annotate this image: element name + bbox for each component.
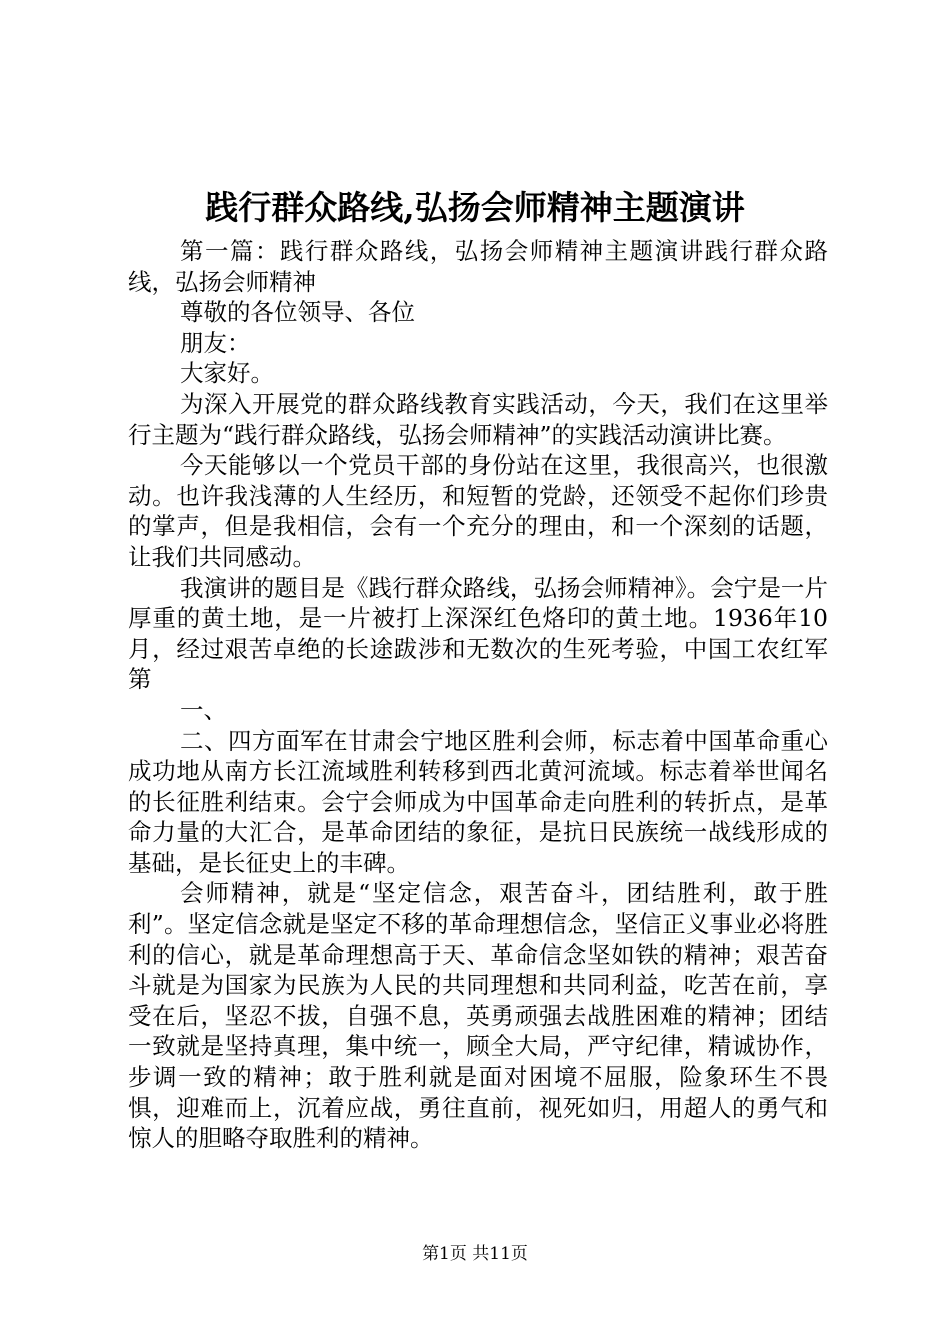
paragraph-feeling: 今天能够以一个党员干部的身份站在这里，我很高兴，也很激动。也许我浅薄的人生经历，和短暂的党龄，还领受不起你们珍贵的掌声，但是我相信，会有一个充分的理由，和一个深刻的话题，让我们共同感动。: [128, 451, 828, 571]
paragraph-purpose: 为深入开展党的群众路线教育实践活动，今天，我们在这里举行主题为“践行群众路线，弘扬会师精神”的实践活动演讲比赛。: [128, 389, 828, 449]
page-number-footer: 第1页 共11页: [422, 1244, 528, 1264]
paragraph-greeting: 大家好。: [180, 359, 274, 388]
paragraph-salutation: 尊敬的各位领导、各位: [180, 298, 415, 327]
paragraph-fragment: 一、: [180, 695, 227, 724]
paragraph-topic: 我演讲的题目是《践行群众路线，弘扬会师精神》。会宁是一片厚重的黄土地，是一片被打上深深红色烙印的黄土地。1936年10月，经过艰苦卓绝的长途跋涉和无数次的生死考验，中国工农红军第: [128, 573, 828, 694]
document-body: [128, 236, 828, 1154]
paragraph-reunion: 二、四方面军在甘肃会宁地区胜利会师，标志着中国革命重心成功地从南方长江流域胜利转移到西北黄河流域。标志着举世闻名的长征胜利结束。会宁会师成为中国革命走向胜利的转折点，是革命力量的大汇合，是革命团结的象征，是抗日民族统一战线形成的基础，是长征史上的丰碑。: [128, 726, 828, 877]
document-title: 践行群众路线,弘扬会师精神主题演讲: [205, 188, 745, 227]
paragraph-intro-heading: 第一篇：践行群众路线，弘扬会师精神主题演讲践行群众路线，弘扬会师精神: [128, 237, 828, 296]
paragraph-spirit: 会师精神，就是“坚定信念，艰苦奋斗，团结胜利，敢于胜利”。坚定信念就是坚定不移的革命理想信念，坚信正义事业必将胜利的信心，就是革命理想高于天、革命信念坚如铁的精神；艰苦奋斗就是为国家为民族为人民的共同理想和共同利益，吃苦在前，享受在后，坚忍不拔，自强不息，英勇顽强去战胜困难的精神；团结一致就是坚持真理，集中统一，顾全大局，严守纪律，精诚协作，步调一致的精神；敢于胜利就是面对困境不屈服，险象环生不畏惧，迎难而上，沉着应战，勇往直前，视死如归，用超人的勇气和惊人的胆略夺取胜利的精神。: [128, 879, 828, 1153]
paragraph-salutation-friends: 朋友：: [180, 328, 251, 357]
